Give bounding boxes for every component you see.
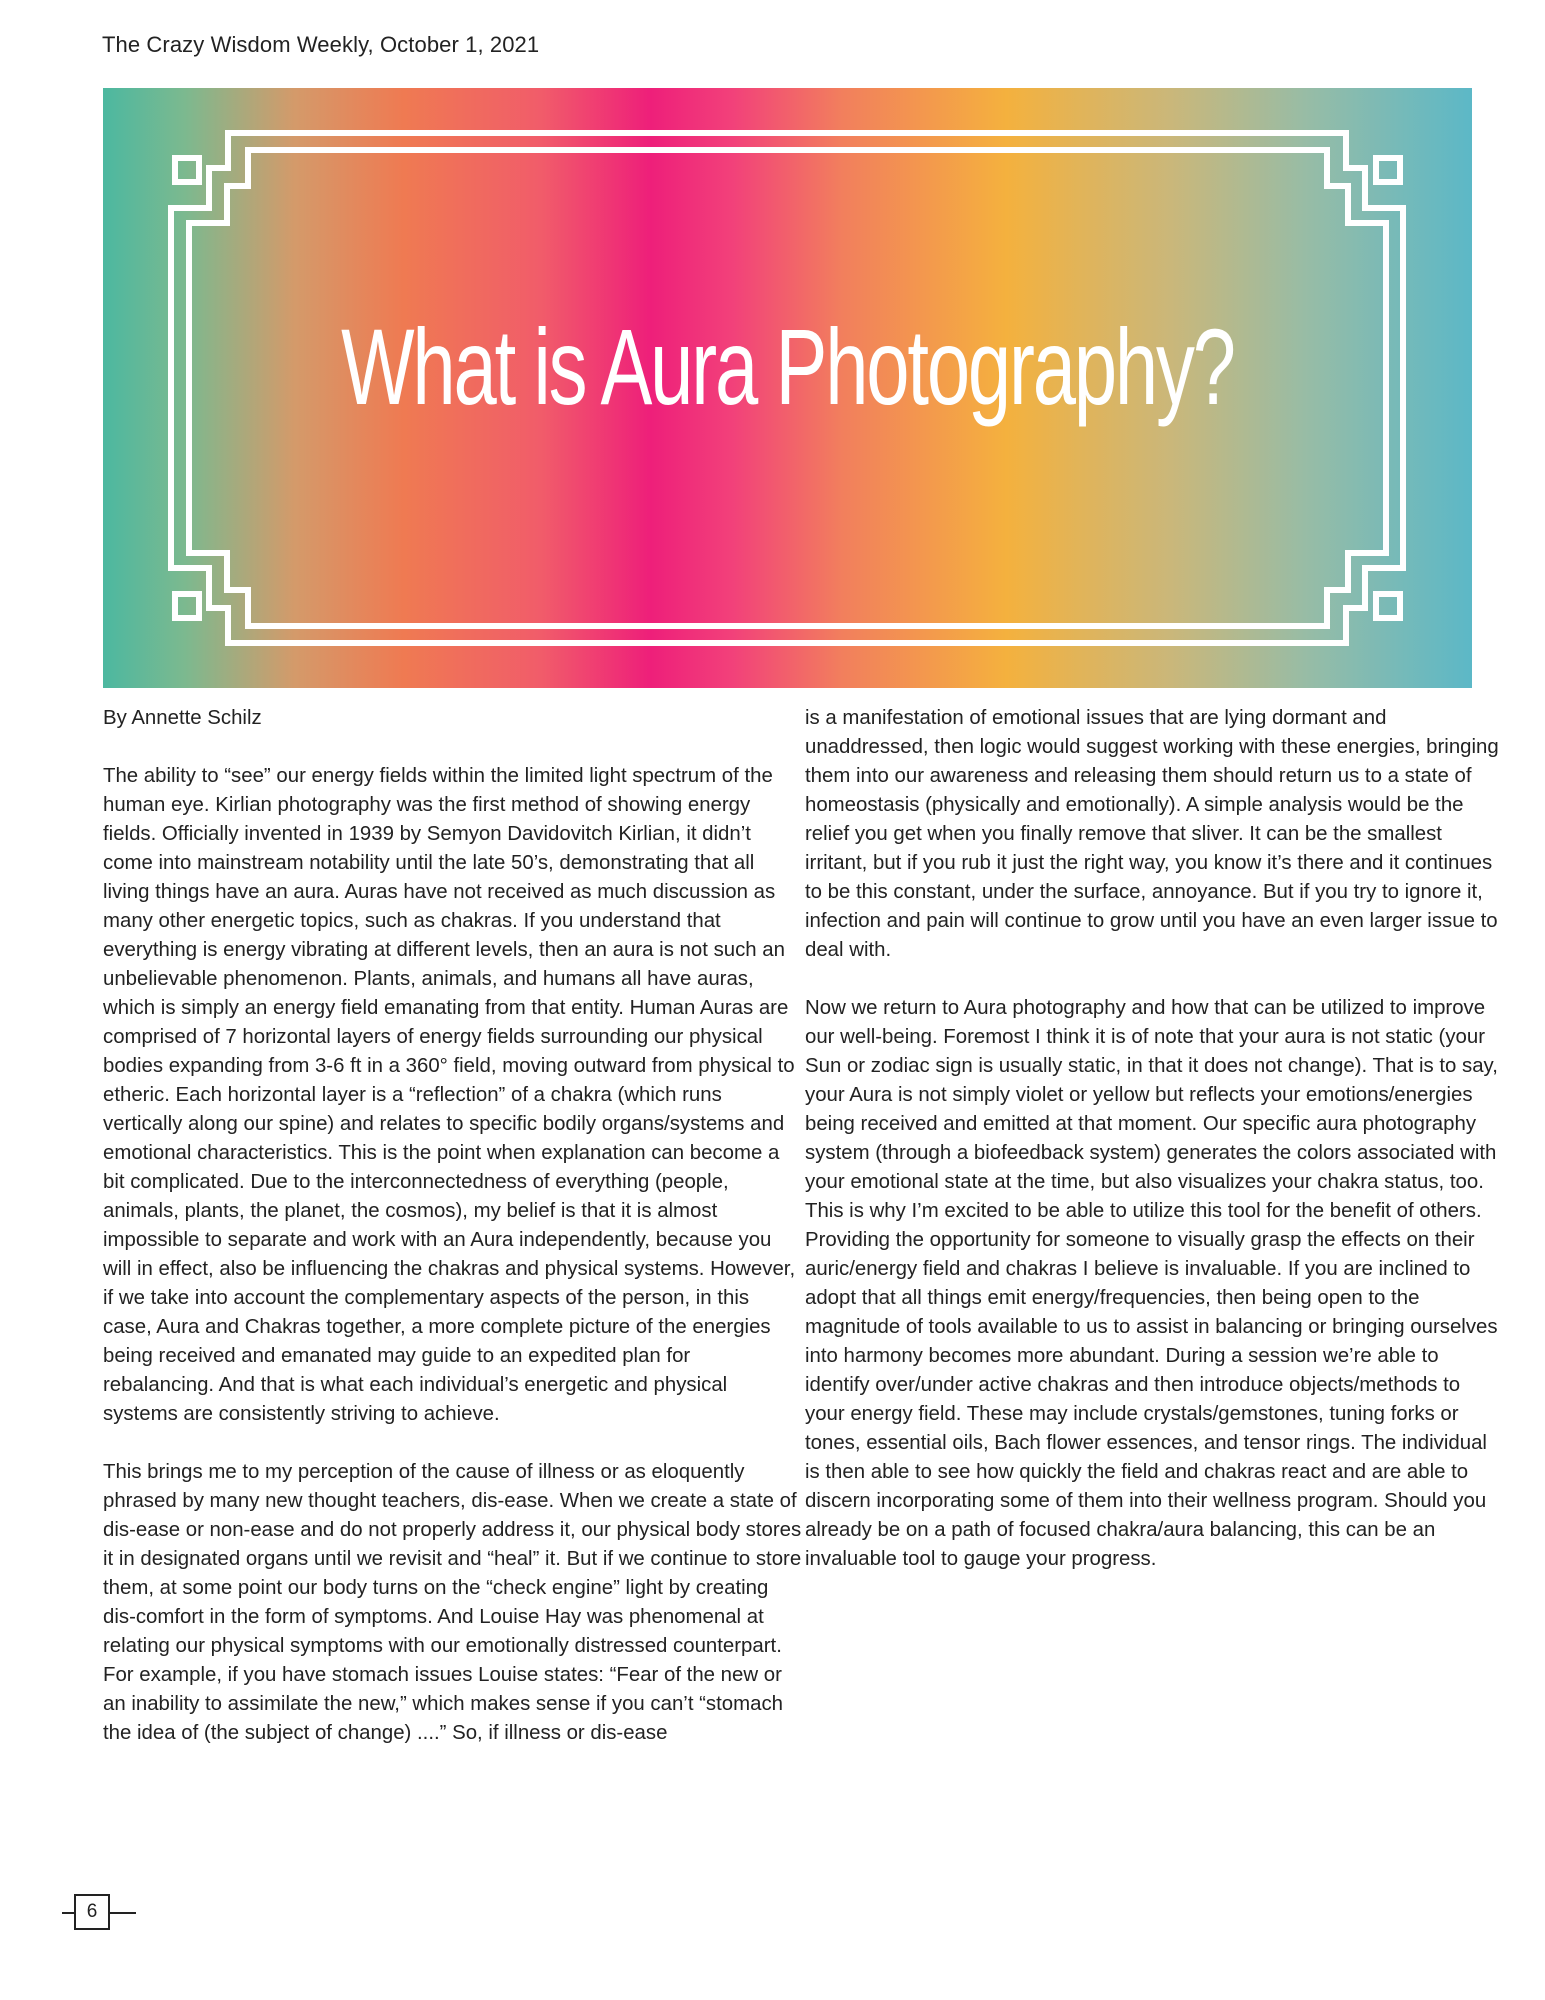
right-column xyxy=(805,704,1505,1603)
byline: By Annette Schilz xyxy=(103,707,262,729)
folio-rule xyxy=(110,1912,136,1914)
frame-corner-tr xyxy=(1376,158,1400,182)
article-title: What is Aura Photography? xyxy=(341,306,1234,427)
frame-corner-br xyxy=(1376,594,1400,618)
paragraph: is a manifestation of emotional issues that are lying dormant and unaddressed, then logic would suggest working with these energies, bringing them into our awareness and releasing them should return us to a state of homeostasis (physically and emotionally). A simple analysis would be the relief you get when you finally remove that sliver. It can be the smallest irritant, but if you rub it just the right way, you know it’s there and it continues to be this constant, under the surface, annoyance. But if you try to ignore it, infection and pain will continue to grow until you have an even larger issue to deal with. xyxy=(805,707,1499,961)
paragraph: Now we return to Aura photography and how that can be utilized to improve our well-being. Foremost I think it is of note that your aura is not static (your Sun or zodiac sign is usually static, in that it does not change). That is to say, your Aura is not simply violet or yellow but reflects your emotions/energies being received and emitted at that moment. Our specific aura photography system (through a biofeedback system) generates the colors associated with your emotional state at the time, but also visualizes your chakra status, too. This is why I’m excited to be able to utilize this tool for the benefit of others. Providing the opportunity for someone to visually grasp the effects on their auric/energy field and chakras I believe is invaluable. If you are inclined to adopt that all things emit energy/frequencies, then being open to the magnitude of tools available to us to assist in balancing or bringing ourselves into harmony becomes more abundant. During a session we’re able to identify over/under active chakras and then introduce objects/methods to your energy field. These may include crystals/gemstones, tuning forks or tones, essential oils, Bach flower essences, and tensor rings. The individual is then able to see how quickly the field and chakras react and are able to discern incorporating some of them into their wellness program. Should you already be on a path of focused chakra/aura balancing, this can be an invaluable tool to gauge your progress. xyxy=(805,997,1498,1570)
folio-rule xyxy=(62,1912,74,1914)
frame-corner-bl xyxy=(175,594,199,618)
left-column xyxy=(103,704,803,1777)
running-head: The Crazy Wisdom Weekly, October 1, 2021 xyxy=(102,32,540,57)
paragraph: This brings me to my perception of the cause of illness or as eloquently phrased by many new thought teachers, dis-ease. When we create a state of dis-ease or non-ease and do not properly address it, our physical body stores it in designated organs until we revisit and “heal” it. But if we continue to store them, at some point our body turns on the “check engine” light by creating dis-comfort in the form of symptoms. And Louise Hay was phenomenal at relating our physical symptoms with our emotionally distressed counterpart. For example, if you have stomach issues Louise states: “Fear of the new or an inability to assimilate the new,” which makes sense if you can’t “stomach the idea of (the subject of change) ....” So, if illness or dis-ease xyxy=(103,1461,802,1744)
paragraph: The ability to “see” our energy fields within the limited light spectrum of the human eye. Kirlian photography was the first method of showing energy fields. Officially invented in 1939 by Semyon Davidovitch Kirlian, it didn’t come into mainstream notability until the late 50’s, demonstrating that all living things have an aura. Auras have not received as much discussion as many other energetic topics, such as chakras. If you understand that everything is energy vibrating at different levels, then an aura is not such an unbelievable phenomenon. Plants, animals, and humans all have auras, which is simply an energy field emanating from that entity. Human Auras are comprised of 7 horizontal layers of energy fields surrounding our physical bodies expanding from 3-6 ft in a 360° field, moving outward from physical to etheric. Each horizontal layer is a “reflection” of a chakra (which runs vertically along our spine) and relates to specific bodily organs/systems and emotional characteristics. This is the point when explanation can become a bit complicated. Due to the interconnectedness of everything (people, animals, plants, the planet, the cosmos), my belief is that it is almost impossible to separate and work with an Aura independently, because you will in effect, also be influencing the chakras and physical systems. However, if we take into account the complementary aspects of the person, in this case, Aura and Chakras together, a more complete picture of the energies being received and emanated may guide to an expedited plan for rebalancing. And that is what each individual’s energetic and physical systems are consistently striving to achieve. xyxy=(103,765,796,1425)
title-banner xyxy=(103,88,1472,688)
page-number: 6 xyxy=(74,1894,110,1930)
frame-corner-tl xyxy=(175,158,199,182)
